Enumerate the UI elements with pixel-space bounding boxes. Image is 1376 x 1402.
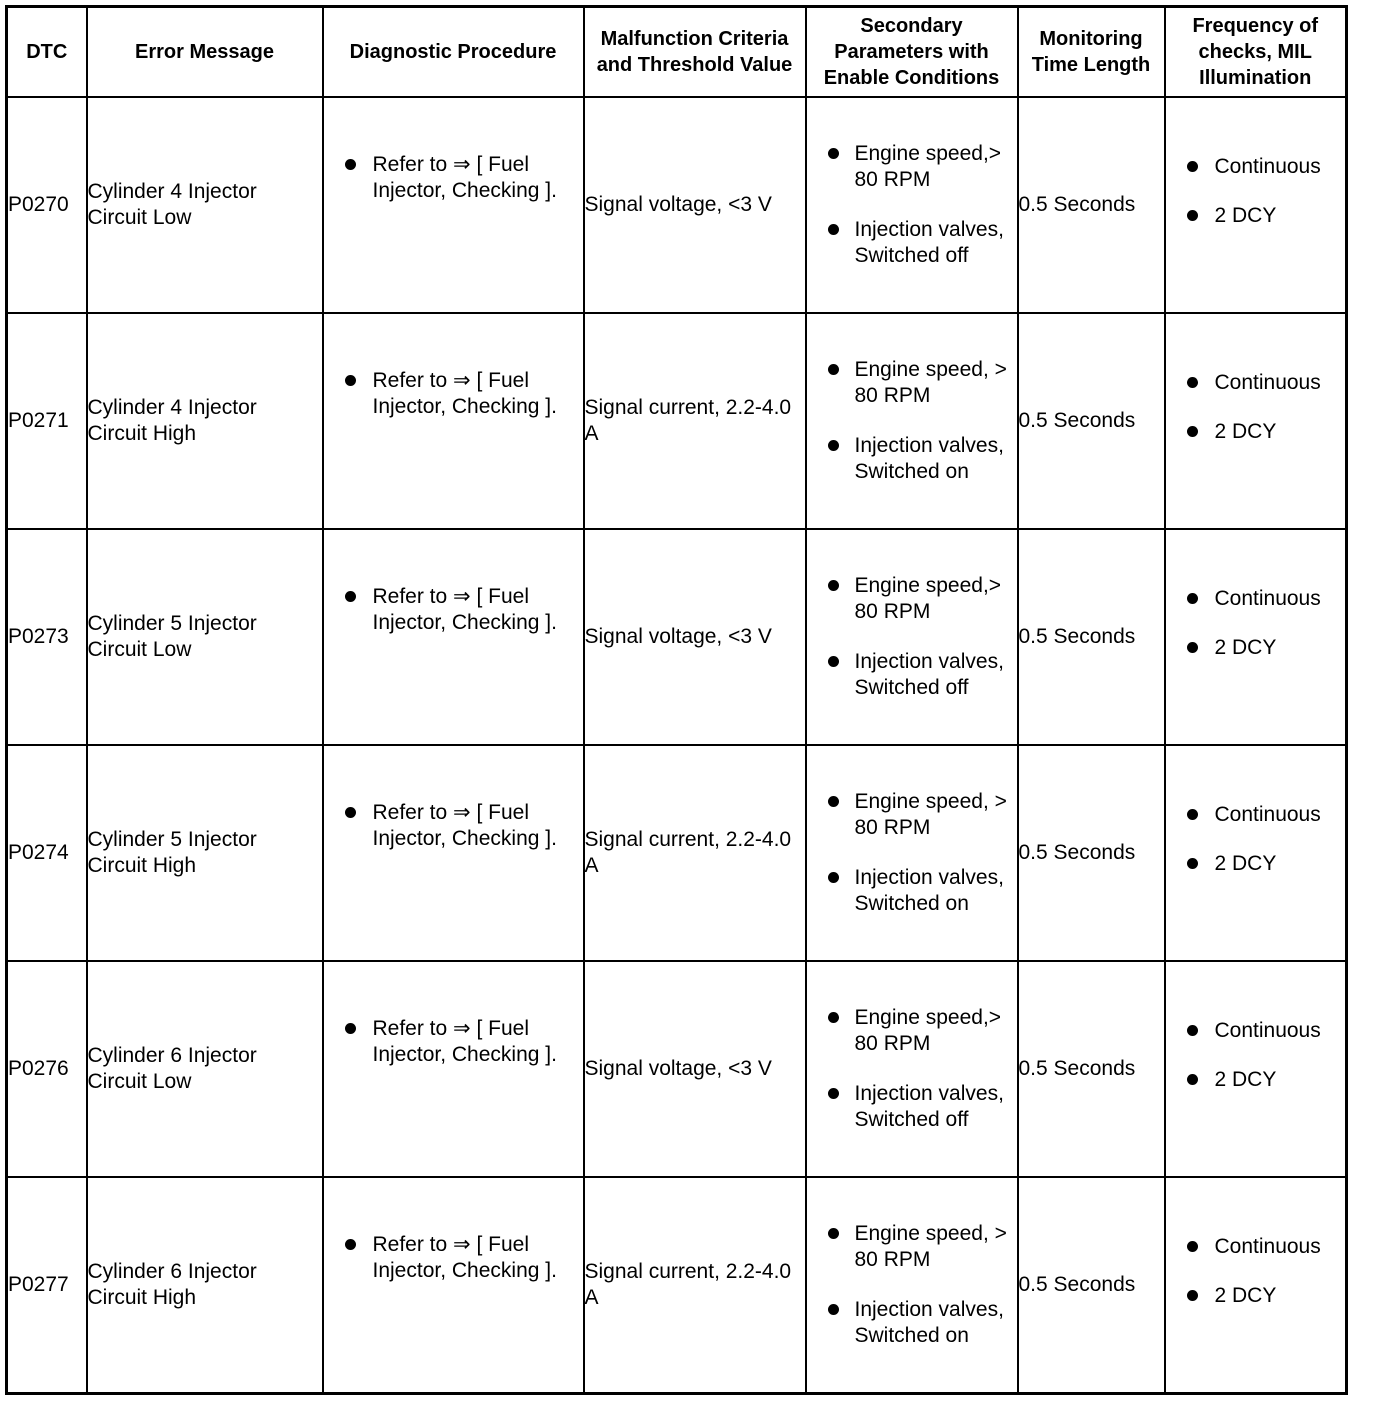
malfunction-criteria: Signal current, 2.2-4.0 A — [584, 1177, 806, 1394]
frequency-item — [1215, 851, 1346, 877]
error-message: Cylinder 4 Injector Circuit Low — [87, 97, 323, 313]
monitoring-time: 0.5 Seconds — [1018, 97, 1165, 313]
dtc-table — [5, 5, 1348, 1395]
malfunction-criteria: Signal voltage, <3 V — [584, 961, 806, 1177]
table-row — [7, 529, 1347, 745]
frequency-item — [1215, 419, 1346, 445]
frequency-cell — [1165, 313, 1347, 529]
bullet-icon — [828, 1088, 839, 1099]
secondary-item — [855, 649, 1013, 701]
secondary-item — [855, 573, 1013, 625]
bullet-icon — [345, 807, 356, 818]
secondary-item — [855, 357, 1013, 409]
monitoring-time: 0.5 Seconds — [1018, 313, 1165, 529]
bullet-icon — [1187, 377, 1198, 388]
error-message: Cylinder 6 Injector Circuit High — [87, 1177, 323, 1394]
procedure-item — [373, 1232, 579, 1284]
bullet-icon — [828, 872, 839, 883]
bullet-icon — [828, 148, 839, 159]
secondary-parameters-cell — [806, 529, 1018, 745]
error-message: Cylinder 6 Injector Circuit Low — [87, 961, 323, 1177]
secondary-parameters-cell — [806, 961, 1018, 1177]
procedure-item — [373, 800, 579, 852]
secondary-text: Injection valves, Switched on — [854, 866, 1004, 915]
monitoring-time: 0.5 Seconds — [1018, 961, 1165, 1177]
frequency-item — [1215, 586, 1346, 612]
frequency-text: Continuous — [1214, 587, 1321, 610]
table-row — [7, 313, 1347, 529]
bullet-icon — [345, 375, 356, 386]
diagnostic-procedure-cell — [323, 97, 584, 313]
secondary-parameters-cell — [806, 97, 1018, 313]
error-message: Cylinder 5 Injector Circuit Low — [87, 529, 323, 745]
secondary-parameters-cell — [806, 313, 1018, 529]
secondary-text: Injection valves, Switched on — [854, 434, 1004, 483]
diagnostic-procedure-cell — [323, 1177, 584, 1394]
header-diagnostic-procedure: Diagnostic Procedure — [323, 7, 584, 98]
diagnostic-procedure-cell — [323, 961, 584, 1177]
frequency-text: 2 DCY — [1214, 852, 1277, 875]
table-row — [7, 1177, 1347, 1394]
secondary-text: Engine speed, > 80 RPM — [854, 358, 1007, 407]
dtc-code: P0274 — [7, 745, 87, 961]
bullet-icon — [1187, 426, 1198, 437]
dtc-code: P0271 — [7, 313, 87, 529]
bullet-icon — [828, 580, 839, 591]
secondary-item — [855, 1005, 1013, 1057]
frequency-item — [1215, 802, 1346, 828]
procedure-text: Refer to ⇒ [ Fuel Injector, Checking ]. — [372, 801, 557, 850]
procedure-text: Refer to ⇒ [ Fuel Injector, Checking ]. — [372, 1017, 557, 1066]
secondary-text: Engine speed, > 80 RPM — [854, 1222, 1007, 1271]
malfunction-criteria: Signal voltage, <3 V — [584, 529, 806, 745]
secondary-text: Injection valves, Switched off — [854, 650, 1004, 699]
monitoring-time: 0.5 Seconds — [1018, 1177, 1165, 1394]
frequency-item — [1215, 1067, 1346, 1093]
secondary-text: Engine speed,> 80 RPM — [854, 1006, 1002, 1055]
procedure-text: Refer to ⇒ [ Fuel Injector, Checking ]. — [372, 1233, 557, 1282]
secondary-item — [855, 865, 1013, 917]
bullet-icon — [1187, 858, 1198, 869]
frequency-cell — [1165, 961, 1347, 1177]
malfunction-criteria: Signal current, 2.2-4.0 A — [584, 313, 806, 529]
secondary-item — [855, 789, 1013, 841]
secondary-item — [855, 1081, 1013, 1133]
bullet-icon — [828, 364, 839, 375]
bullet-icon — [828, 1228, 839, 1239]
frequency-cell — [1165, 1177, 1347, 1394]
table-row — [7, 745, 1347, 961]
secondary-text: Engine speed,> 80 RPM — [854, 574, 1002, 623]
frequency-item — [1215, 635, 1346, 661]
frequency-item — [1215, 370, 1346, 396]
bullet-icon — [1187, 1241, 1198, 1252]
secondary-text: Engine speed,> 80 RPM — [854, 142, 1002, 191]
monitoring-time: 0.5 Seconds — [1018, 529, 1165, 745]
header-row — [7, 7, 1347, 98]
secondary-text: Injection valves, Switched off — [854, 218, 1004, 267]
monitoring-time: 0.5 Seconds — [1018, 745, 1165, 961]
header-dtc: DTC — [7, 7, 87, 98]
bullet-icon — [1187, 1025, 1198, 1036]
header-malfunction-criteria: Malfunction Criteria and Threshold Value — [584, 7, 806, 98]
secondary-parameters-cell — [806, 1177, 1018, 1394]
frequency-cell — [1165, 97, 1347, 313]
procedure-text: Refer to ⇒ [ Fuel Injector, Checking ]. — [372, 369, 557, 418]
frequency-text: 2 DCY — [1214, 1068, 1277, 1091]
frequency-item — [1215, 154, 1346, 180]
dtc-code: P0270 — [7, 97, 87, 313]
frequency-item — [1215, 1283, 1346, 1309]
error-message: Cylinder 4 Injector Circuit High — [87, 313, 323, 529]
bullet-icon — [1187, 161, 1198, 172]
frequency-item — [1215, 1234, 1346, 1260]
secondary-text: Injection valves, Switched on — [854, 1298, 1004, 1347]
table-header — [7, 7, 1347, 98]
diagnostic-procedure-cell — [323, 745, 584, 961]
frequency-text: 2 DCY — [1214, 420, 1277, 443]
frequency-text: 2 DCY — [1214, 204, 1277, 227]
secondary-item — [855, 1297, 1013, 1349]
secondary-item — [855, 1221, 1013, 1273]
malfunction-criteria: Signal current, 2.2-4.0 A — [584, 745, 806, 961]
bullet-icon — [345, 1239, 356, 1250]
frequency-text: 2 DCY — [1214, 636, 1277, 659]
bullet-icon — [828, 796, 839, 807]
table-body — [7, 97, 1347, 1394]
frequency-cell — [1165, 529, 1347, 745]
secondary-item — [855, 433, 1013, 485]
bullet-icon — [1187, 210, 1198, 221]
procedure-item — [373, 1016, 579, 1068]
secondary-text: Injection valves, Switched off — [854, 1082, 1004, 1131]
bullet-icon — [1187, 1290, 1198, 1301]
diagnostic-procedure-cell — [323, 529, 584, 745]
secondary-parameters-cell — [806, 745, 1018, 961]
header-monitoring-time: Monitoring Time Length — [1018, 7, 1165, 98]
bullet-icon — [345, 591, 356, 602]
frequency-text: Continuous — [1214, 1019, 1321, 1042]
header-frequency: Frequency of checks, MIL Illumination — [1165, 7, 1347, 98]
bullet-icon — [828, 656, 839, 667]
bullet-icon — [345, 1023, 356, 1034]
procedure-text: Refer to ⇒ [ Fuel Injector, Checking ]. — [372, 585, 557, 634]
frequency-item — [1215, 1018, 1346, 1044]
frequency-text: Continuous — [1214, 803, 1321, 826]
bullet-icon — [828, 224, 839, 235]
secondary-item — [855, 141, 1013, 193]
frequency-text: 2 DCY — [1214, 1284, 1277, 1307]
bullet-icon — [345, 159, 356, 170]
bullet-icon — [1187, 809, 1198, 820]
dtc-code: P0276 — [7, 961, 87, 1177]
bullet-icon — [1187, 1074, 1198, 1085]
table-row — [7, 961, 1347, 1177]
error-message: Cylinder 5 Injector Circuit High — [87, 745, 323, 961]
bullet-icon — [828, 440, 839, 451]
bullet-icon — [828, 1304, 839, 1315]
frequency-text: Continuous — [1214, 1235, 1321, 1258]
dtc-code: P0273 — [7, 529, 87, 745]
table-row — [7, 97, 1347, 313]
procedure-item — [373, 368, 579, 420]
secondary-text: Engine speed, > 80 RPM — [854, 790, 1007, 839]
malfunction-criteria: Signal voltage, <3 V — [584, 97, 806, 313]
procedure-text: Refer to ⇒ [ Fuel Injector, Checking ]. — [372, 153, 557, 202]
diagnostic-procedure-cell — [323, 313, 584, 529]
dtc-code: P0277 — [7, 1177, 87, 1394]
frequency-cell — [1165, 745, 1347, 961]
frequency-text: Continuous — [1214, 371, 1321, 394]
secondary-item — [855, 217, 1013, 269]
frequency-text: Continuous — [1214, 155, 1321, 178]
frequency-item — [1215, 203, 1346, 229]
bullet-icon — [1187, 642, 1198, 653]
procedure-item — [373, 152, 579, 204]
header-error-message: Error Message — [87, 7, 323, 98]
bullet-icon — [1187, 593, 1198, 604]
bullet-icon — [828, 1012, 839, 1023]
header-secondary-parameters: Secondary Parameters with Enable Conditions — [806, 7, 1018, 98]
procedure-item — [373, 584, 579, 636]
